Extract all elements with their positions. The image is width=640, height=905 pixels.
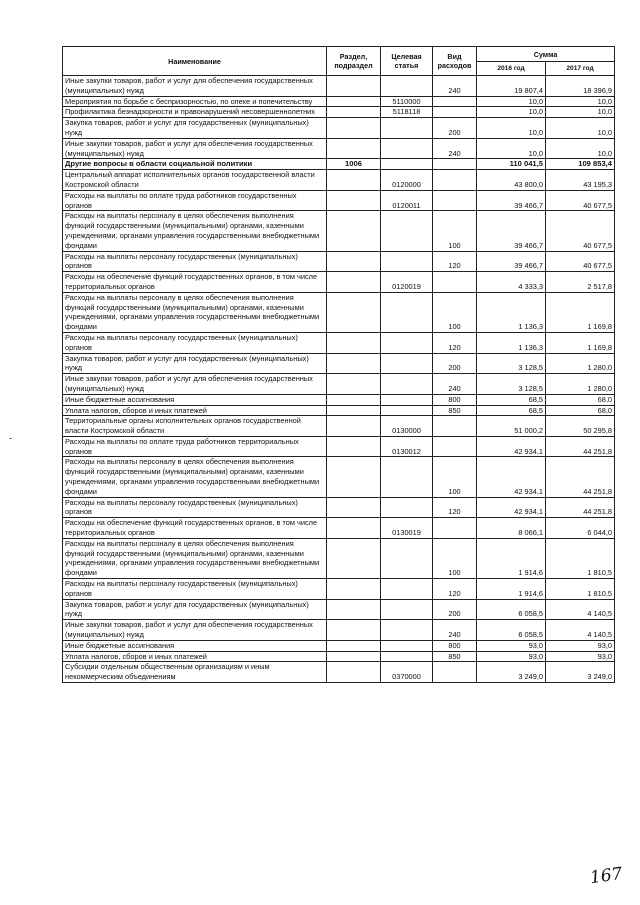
cell-section xyxy=(327,394,381,405)
cell-article xyxy=(381,332,433,353)
cell-2017: 68,0 xyxy=(546,405,615,416)
cell-article xyxy=(381,159,433,170)
cell-2016: 39 466,7 xyxy=(477,211,546,251)
cell-name: Расходы на выплаты по оплате труда работников территориальных органов xyxy=(63,436,327,457)
cell-name: Расходы на выплаты персоналу в целях обеспечения выполнения функций государственными (муниципальными) органами, казенными учреждениями, органами управления государственными внебюджетными фондами xyxy=(63,211,327,251)
cell-name: Закупка товаров, работ и услуг для государственных (муниципальных) нужд xyxy=(63,118,327,139)
table-row xyxy=(63,107,615,118)
table-row xyxy=(63,538,615,578)
table-row xyxy=(63,394,615,405)
table-row xyxy=(63,159,615,170)
cell-2017: 1 280,0 xyxy=(546,353,615,374)
header-row xyxy=(63,47,615,62)
cell-section: 1006 xyxy=(327,159,381,170)
cell-2016: 68,5 xyxy=(477,394,546,405)
cell-name: Уплата налогов, сборов и иных платежей xyxy=(63,651,327,662)
cell-2016: 42 934,1 xyxy=(477,436,546,457)
cell-2017: 4 140,5 xyxy=(546,620,615,641)
cell-article xyxy=(381,640,433,651)
cell-type: 100 xyxy=(433,292,477,332)
cell-type: 200 xyxy=(433,599,477,620)
cell-2016: 10,0 xyxy=(477,96,546,107)
cell-type: 850 xyxy=(433,651,477,662)
cell-2016: 4 333,3 xyxy=(477,272,546,293)
cell-2017: 1 810,5 xyxy=(546,579,615,600)
cell-article xyxy=(381,497,433,518)
cell-article xyxy=(381,118,433,139)
cell-section xyxy=(327,332,381,353)
cell-article xyxy=(381,76,433,97)
table-row xyxy=(63,405,615,416)
cell-type xyxy=(433,272,477,293)
cell-section xyxy=(327,76,381,97)
cell-article: 0370000 xyxy=(381,662,433,683)
cell-name: Расходы на выплаты персоналу в целях обеспечения выполнения функций государственными (муниципальными) органами, казенными учреждениями, органами управления государственными внебюджетными фондами xyxy=(63,538,327,578)
cell-type: 850 xyxy=(433,405,477,416)
header-sum: Сумма xyxy=(477,47,615,62)
cell-type: 240 xyxy=(433,620,477,641)
cell-2016: 10,0 xyxy=(477,138,546,159)
cell-name: Расходы на обеспечение функций государственных органов, в том числе территориальных органов xyxy=(63,518,327,539)
cell-name: Расходы на обеспечение функций государственных органов, в том числе территориальных органов xyxy=(63,272,327,293)
cell-section xyxy=(327,497,381,518)
cell-type: 120 xyxy=(433,497,477,518)
cell-type xyxy=(433,518,477,539)
cell-2017: 50 295,8 xyxy=(546,416,615,437)
cell-section xyxy=(327,107,381,118)
table-row xyxy=(63,292,615,332)
cell-2017: 93,0 xyxy=(546,651,615,662)
cell-name: Центральный аппарат исполнительных органов государственной власти Костромской области xyxy=(63,170,327,191)
cell-2017: 10,0 xyxy=(546,96,615,107)
cell-2016: 51 000,2 xyxy=(477,416,546,437)
table-row xyxy=(63,579,615,600)
cell-2016: 3 249,0 xyxy=(477,662,546,683)
cell-2017: 10,0 xyxy=(546,118,615,139)
cell-type xyxy=(433,170,477,191)
cell-section xyxy=(327,170,381,191)
cell-type: 240 xyxy=(433,374,477,395)
header-name: Наименование xyxy=(63,47,327,76)
cell-article xyxy=(381,538,433,578)
cell-2017: 44 251,8 xyxy=(546,497,615,518)
cell-article xyxy=(381,394,433,405)
cell-section xyxy=(327,138,381,159)
cell-2016: 3 128,5 xyxy=(477,374,546,395)
cell-section xyxy=(327,579,381,600)
cell-2016: 39 466,7 xyxy=(477,190,546,211)
cell-type: 240 xyxy=(433,138,477,159)
cell-article xyxy=(381,251,433,272)
cell-article: 5118118 xyxy=(381,107,433,118)
cell-2017: 2 517,8 xyxy=(546,272,615,293)
cell-article: 0120011 xyxy=(381,190,433,211)
cell-2017: 93,0 xyxy=(546,640,615,651)
cell-section xyxy=(327,251,381,272)
cell-2016: 68,5 xyxy=(477,405,546,416)
cell-2016: 43 800,0 xyxy=(477,170,546,191)
cell-name: Расходы на выплаты персоналу государственных (муниципальных) органов xyxy=(63,251,327,272)
budget-table xyxy=(62,46,615,683)
cell-name: Закупка товаров, работ и услуг для государственных (муниципальных) нужд xyxy=(63,599,327,620)
cell-type: 100 xyxy=(433,538,477,578)
table-row xyxy=(63,272,615,293)
cell-type: 800 xyxy=(433,640,477,651)
cell-2017: 18 396,9 xyxy=(546,76,615,97)
table-row xyxy=(63,353,615,374)
table-row xyxy=(63,96,615,107)
header-article: Целевая статья xyxy=(381,47,433,76)
cell-name: Расходы на выплаты персоналу в целях обеспечения выполнения функций государственными (муниципальными) органами, казенными учреждениями, органами управления государственными внебюджетными фондами xyxy=(63,457,327,497)
table-row xyxy=(63,332,615,353)
cell-type xyxy=(433,416,477,437)
cell-type: 100 xyxy=(433,457,477,497)
table-row xyxy=(63,599,615,620)
cell-2017: 10,0 xyxy=(546,107,615,118)
cell-name: Иные бюджетные ассигнования xyxy=(63,394,327,405)
cell-name: Иные закупки товаров, работ и услуг для обеспечения государственных (муниципальных) нужд xyxy=(63,76,327,97)
cell-type xyxy=(433,96,477,107)
cell-section xyxy=(327,640,381,651)
cell-2017: 3 249,0 xyxy=(546,662,615,683)
cell-section xyxy=(327,353,381,374)
header-type: Вид расходов xyxy=(433,47,477,76)
table-row xyxy=(63,457,615,497)
cell-2017: 10,0 xyxy=(546,138,615,159)
cell-section xyxy=(327,662,381,683)
cell-2016: 1 914,6 xyxy=(477,538,546,578)
cell-section xyxy=(327,190,381,211)
table-row xyxy=(63,190,615,211)
cell-2017: 68,0 xyxy=(546,394,615,405)
cell-section xyxy=(327,599,381,620)
table-row xyxy=(63,497,615,518)
cell-2017: 4 140,5 xyxy=(546,599,615,620)
cell-2016: 39 466,7 xyxy=(477,251,546,272)
cell-type xyxy=(433,662,477,683)
cell-section xyxy=(327,538,381,578)
cell-name: Иные закупки товаров, работ и услуг для обеспечения государственных (муниципальных) нужд xyxy=(63,138,327,159)
cell-article xyxy=(381,292,433,332)
cell-section xyxy=(327,651,381,662)
cell-type: 100 xyxy=(433,211,477,251)
cell-section xyxy=(327,211,381,251)
cell-article: 0120000 xyxy=(381,170,433,191)
cell-2016: 1 136,3 xyxy=(477,332,546,353)
cell-2017: 40 677,5 xyxy=(546,190,615,211)
cell-2017: 1 280,0 xyxy=(546,374,615,395)
table-row xyxy=(63,640,615,651)
cell-2016: 19 807,4 xyxy=(477,76,546,97)
cell-name: Расходы на выплаты персоналу в целях обеспечения выполнения функций государственными (муниципальными) органами, казенными учреждениями, органами управления государственными внебюджетными фондами xyxy=(63,292,327,332)
cell-section xyxy=(327,518,381,539)
cell-2016: 1 136,3 xyxy=(477,292,546,332)
cell-type xyxy=(433,190,477,211)
cell-type xyxy=(433,107,477,118)
cell-article: 5110000 xyxy=(381,96,433,107)
cell-article xyxy=(381,211,433,251)
cell-type: 240 xyxy=(433,76,477,97)
margin-mark xyxy=(9,438,12,439)
cell-section xyxy=(327,416,381,437)
cell-name: Расходы на выплаты по оплате труда работников государственных органов xyxy=(63,190,327,211)
cell-2017: 6 044,0 xyxy=(546,518,615,539)
table-row xyxy=(63,76,615,97)
cell-2017: 40 677,5 xyxy=(546,251,615,272)
cell-type: 120 xyxy=(433,332,477,353)
cell-article xyxy=(381,374,433,395)
cell-name: Территориальные органы исполнительных органов государственной власти Костромской области xyxy=(63,416,327,437)
cell-2016: 110 041,5 xyxy=(477,159,546,170)
cell-2017: 43 195,3 xyxy=(546,170,615,191)
table-row xyxy=(63,620,615,641)
cell-2016: 6 058,5 xyxy=(477,620,546,641)
cell-type xyxy=(433,436,477,457)
cell-name: Субсидии отдельным общественным организациям и иным некоммерческим объединениям xyxy=(63,662,327,683)
cell-type: 120 xyxy=(433,251,477,272)
cell-name: Мероприятия по борьбе с беспризорностью, по опеке и попечительству xyxy=(63,96,327,107)
cell-2017: 1 810,5 xyxy=(546,538,615,578)
cell-article xyxy=(381,457,433,497)
cell-2017: 44 251,8 xyxy=(546,457,615,497)
cell-name: Закупка товаров, работ и услуг для государственных (муниципальных) нужд xyxy=(63,353,327,374)
cell-section xyxy=(327,272,381,293)
cell-section xyxy=(327,457,381,497)
cell-article xyxy=(381,620,433,641)
cell-2016: 8 066,1 xyxy=(477,518,546,539)
cell-section xyxy=(327,620,381,641)
cell-name: Уплата налогов, сборов и иных платежей xyxy=(63,405,327,416)
cell-name: Профилактика безнадзорности и правонарушений несовершеннолетних xyxy=(63,107,327,118)
cell-article: 0120019 xyxy=(381,272,433,293)
table-row xyxy=(63,374,615,395)
table-row xyxy=(63,436,615,457)
cell-section xyxy=(327,374,381,395)
cell-article xyxy=(381,353,433,374)
table-row xyxy=(63,662,615,683)
cell-type: 800 xyxy=(433,394,477,405)
cell-2017: 44 251,8 xyxy=(546,436,615,457)
cell-2017: 1 169,8 xyxy=(546,332,615,353)
header-year-2017: 2017 год xyxy=(546,62,615,76)
cell-2016: 1 914,6 xyxy=(477,579,546,600)
cell-2016: 3 128,5 xyxy=(477,353,546,374)
cell-section xyxy=(327,405,381,416)
table-row xyxy=(63,518,615,539)
cell-2016: 10,0 xyxy=(477,118,546,139)
cell-article xyxy=(381,405,433,416)
cell-2016: 10,0 xyxy=(477,107,546,118)
cell-2017: 1 169,8 xyxy=(546,292,615,332)
table-row xyxy=(63,170,615,191)
cell-name: Расходы на выплаты персоналу государственных (муниципальных) органов xyxy=(63,332,327,353)
cell-section xyxy=(327,118,381,139)
cell-section xyxy=(327,292,381,332)
cell-section xyxy=(327,96,381,107)
cell-2017: 109 853,4 xyxy=(546,159,615,170)
cell-name: Другие вопросы в области социальной политики xyxy=(63,159,327,170)
cell-2016: 42 934,1 xyxy=(477,457,546,497)
cell-article xyxy=(381,579,433,600)
cell-type: 200 xyxy=(433,353,477,374)
table-row xyxy=(63,138,615,159)
cell-type: 120 xyxy=(433,579,477,600)
cell-name: Иные закупки товаров, работ и услуг для обеспечения государственных (муниципальных) нужд xyxy=(63,374,327,395)
header-year-2016: 2016 год xyxy=(477,62,546,76)
cell-article: 0130019 xyxy=(381,518,433,539)
cell-name: Расходы на выплаты персоналу государственных (муниципальных) органов xyxy=(63,579,327,600)
cell-2017: 40 677,5 xyxy=(546,211,615,251)
cell-section xyxy=(327,436,381,457)
table-body xyxy=(63,76,615,683)
table-row xyxy=(63,211,615,251)
cell-article xyxy=(381,651,433,662)
cell-article: 0130000 xyxy=(381,416,433,437)
cell-2016: 6 058,5 xyxy=(477,599,546,620)
cell-article: 0130012 xyxy=(381,436,433,457)
table-row xyxy=(63,251,615,272)
table-row xyxy=(63,416,615,437)
cell-article xyxy=(381,138,433,159)
cell-name: Расходы на выплаты персоналу государственных (муниципальных) органов xyxy=(63,497,327,518)
table-row xyxy=(63,118,615,139)
cell-type xyxy=(433,159,477,170)
header-section: Раздел, подраздел xyxy=(327,47,381,76)
page-number: 167 xyxy=(588,863,624,889)
cell-2016: 42 934,1 xyxy=(477,497,546,518)
cell-article xyxy=(381,599,433,620)
cell-2016: 93,0 xyxy=(477,640,546,651)
cell-name: Иные бюджетные ассигнования xyxy=(63,640,327,651)
cell-type: 200 xyxy=(433,118,477,139)
cell-name: Иные закупки товаров, работ и услуг для обеспечения государственных (муниципальных) нужд xyxy=(63,620,327,641)
table-row xyxy=(63,651,615,662)
cell-2016: 93,0 xyxy=(477,651,546,662)
